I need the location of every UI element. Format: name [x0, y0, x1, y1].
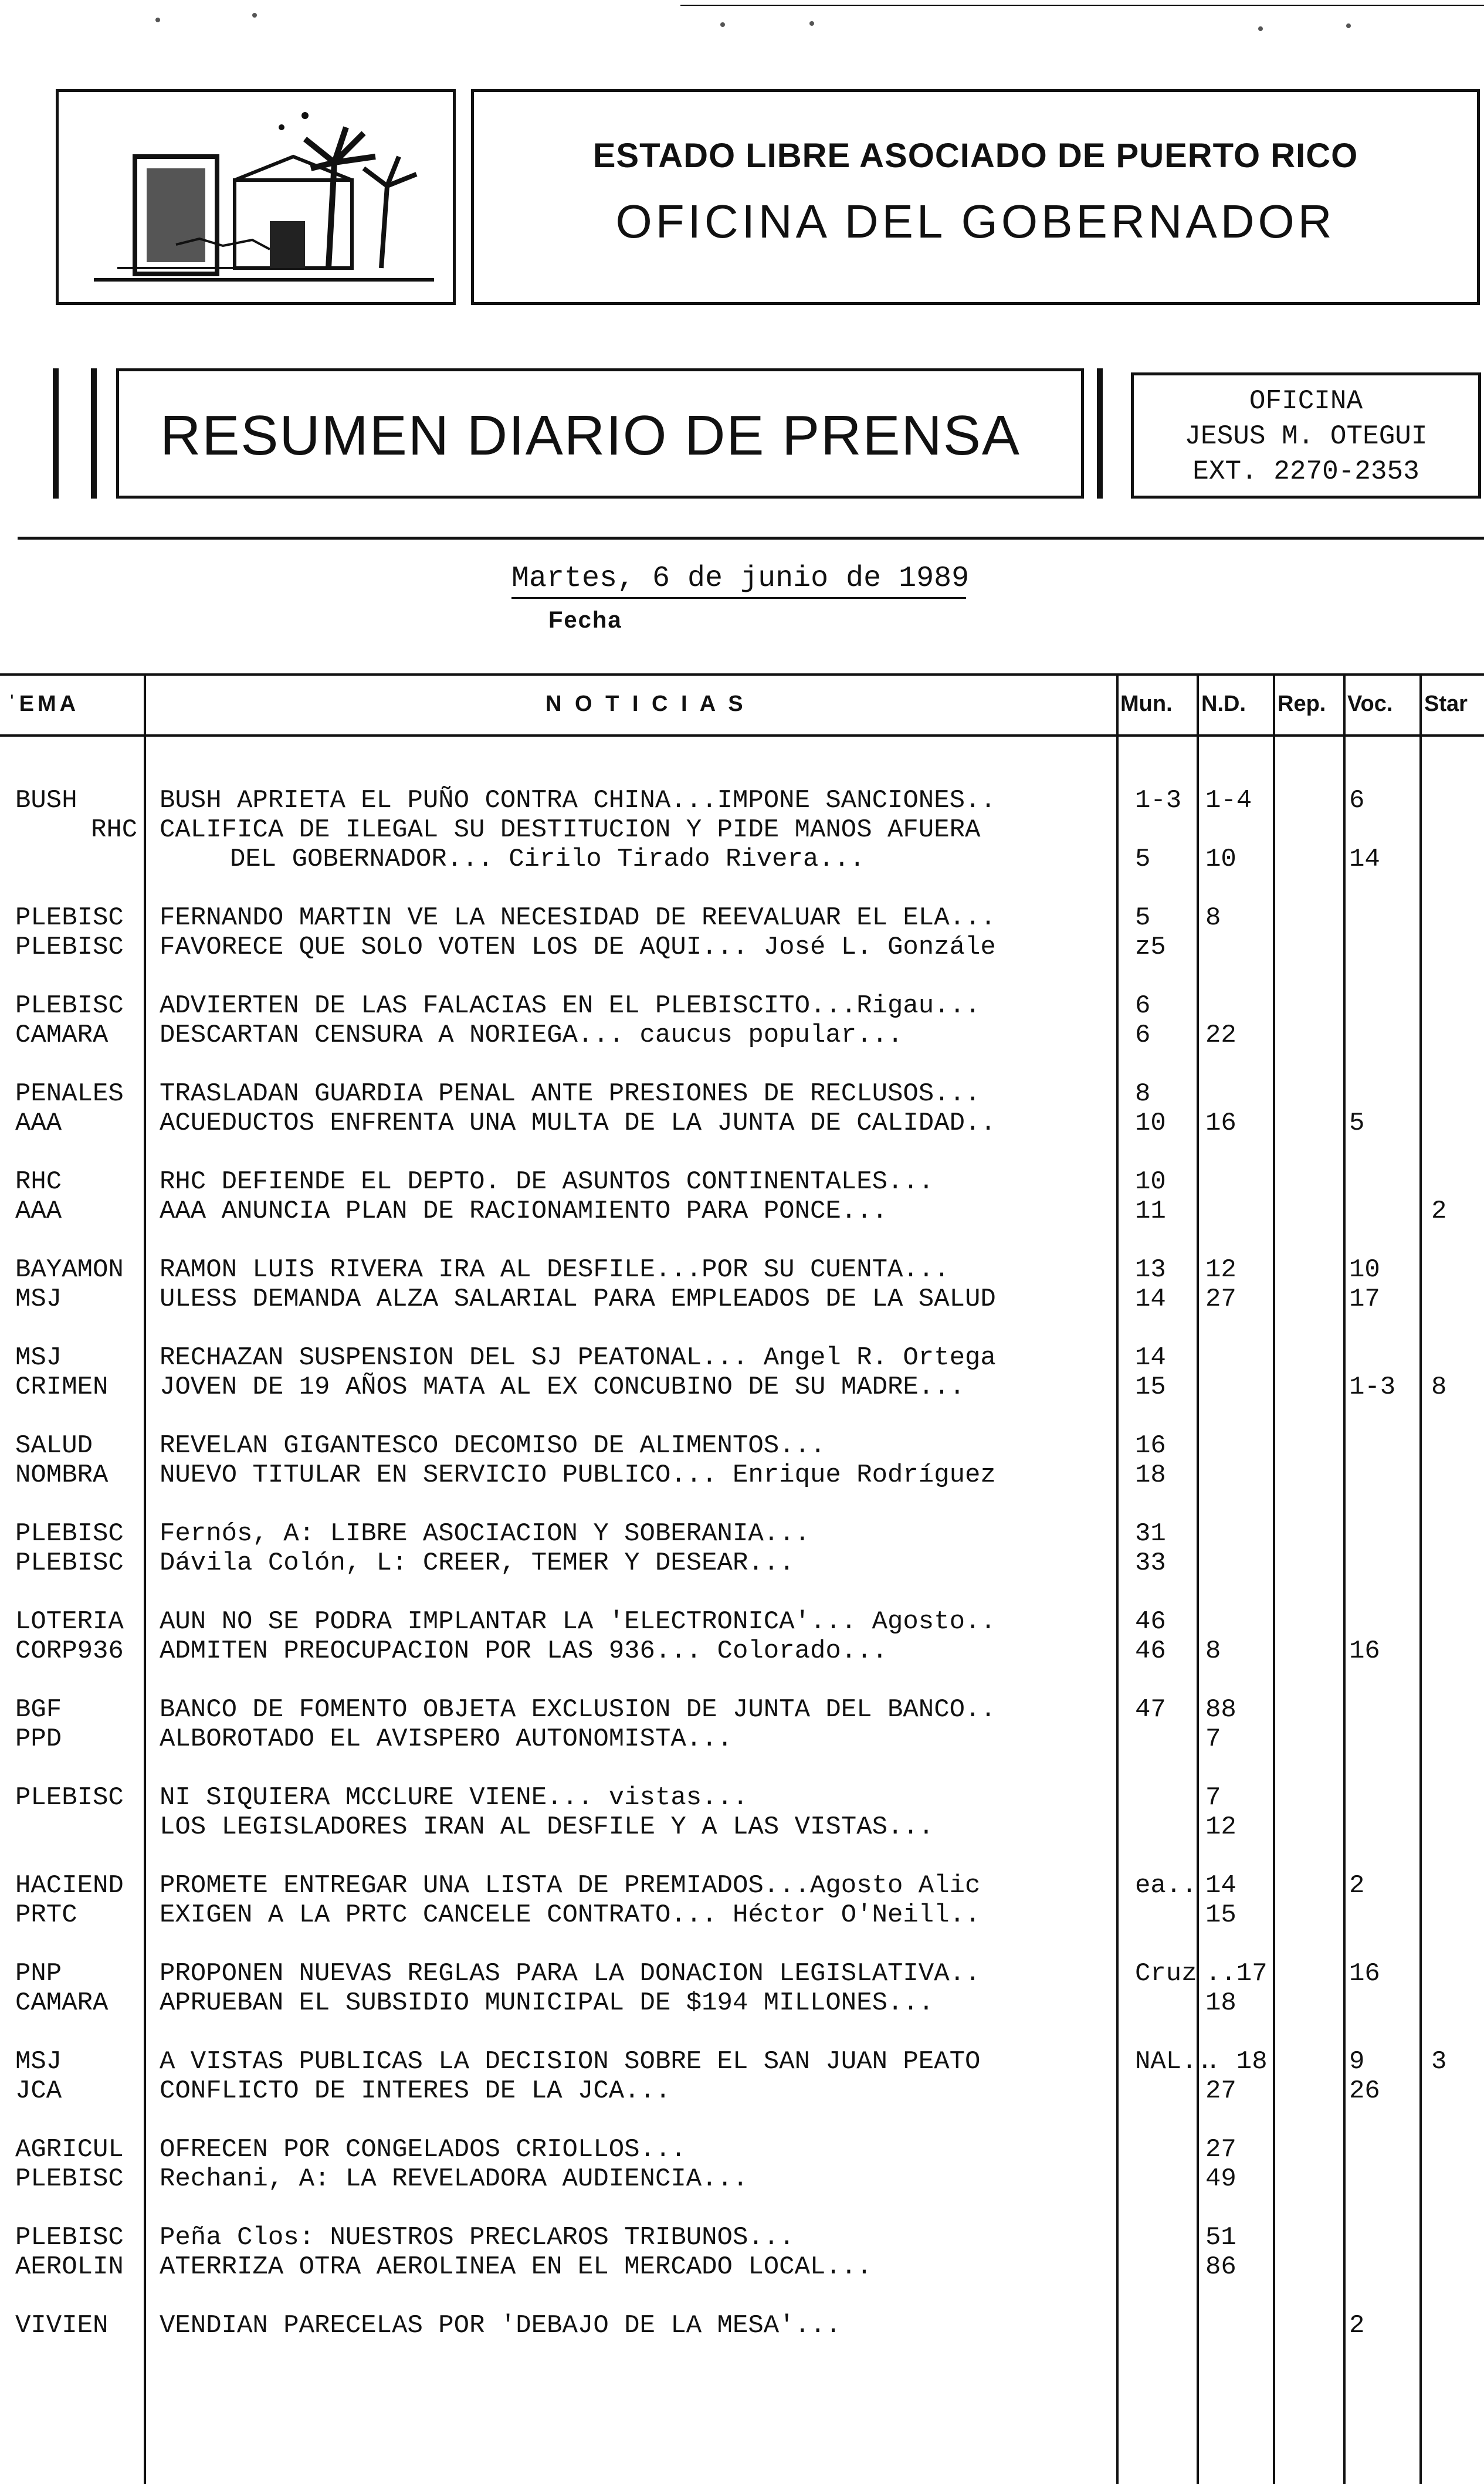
row-tema: SALUD	[15, 1431, 93, 1460]
row-voc: 5	[1349, 1109, 1365, 1138]
row-tema: BGF	[15, 1695, 62, 1724]
row-tema: AAA	[15, 1109, 62, 1138]
header-mun: Mun.	[1120, 692, 1173, 716]
row-tema: CAMARA	[15, 1988, 109, 2018]
row-mun: NAL..	[1135, 2047, 1213, 2076]
row-star: 3	[1431, 2047, 1447, 2076]
row-news: FAVORECE QUE SOLO VOTEN LOS DE AQUI... José L. Gonzále	[160, 933, 996, 962]
col-line-mun	[1116, 673, 1119, 2484]
row-mun: 5	[1135, 903, 1151, 933]
header-star: Star	[1424, 692, 1468, 716]
row-mun: 18	[1135, 1460, 1166, 1490]
header-voc: Voc.	[1347, 692, 1393, 716]
row-tema: PLEBISC	[15, 2223, 124, 2252]
row-tema: CAMARA	[15, 1021, 109, 1050]
row-nd: 88	[1205, 1695, 1236, 1724]
row-mun: z5	[1135, 933, 1166, 962]
date-underline	[511, 597, 966, 599]
row-tema: CRIMEN	[15, 1373, 109, 1402]
banner-bar-right-1	[1097, 368, 1103, 499]
banner-title-box	[116, 368, 1084, 499]
header-box	[471, 89, 1480, 305]
date-value: Martes, 6 de junio de 1989	[511, 562, 970, 595]
row-star: 2	[1431, 1197, 1447, 1226]
row-tema: PPD	[15, 1724, 62, 1754]
row-nd: 1-4	[1205, 786, 1252, 815]
row-news: FERNANDO MARTIN VE LA NECESIDAD DE REEVALUAR EL ELA...	[160, 903, 996, 933]
row-tema: RHC	[15, 1167, 62, 1197]
row-mun: 14	[1135, 1343, 1166, 1373]
row-nd: 22	[1205, 1021, 1236, 1050]
office-line-1: OFICINA	[1249, 386, 1363, 416]
row-news: ADMITEN PREOCUPACION POR LAS 936... Colorado...	[160, 1636, 888, 1666]
row-news: Dávila Colón, L: CREER, TEMER Y DESEAR...	[160, 1548, 795, 1578]
row-voc: 6	[1349, 786, 1365, 815]
row-nd: ..17	[1205, 1959, 1268, 1988]
col-line-nd	[1197, 673, 1199, 2484]
row-mun: 1-3	[1135, 786, 1182, 815]
row-mun: 11	[1135, 1197, 1166, 1226]
row-tema: RHC	[91, 815, 138, 845]
row-news: Rechani, A: LA REVELADORA AUDIENCIA...	[160, 2164, 748, 2194]
header-line2: OFICINA DEL GOBERNADOR	[615, 195, 1336, 248]
row-nd: 8	[1205, 903, 1221, 933]
header-noticias: N O T I C I A S	[546, 692, 747, 716]
row-tema: AAA	[15, 1197, 62, 1226]
row-mun: 14	[1135, 1285, 1166, 1314]
row-tema: PLEBISC	[15, 991, 124, 1021]
header-rep: Rep.	[1278, 692, 1326, 716]
row-nd: 86	[1205, 2252, 1236, 2282]
row-voc: 16	[1349, 1636, 1380, 1666]
row-news: ALBOROTADO EL AVISPERO AUTONOMISTA...	[160, 1724, 733, 1754]
row-nd: 18	[1205, 1988, 1236, 2018]
row-nd: 27	[1205, 2135, 1236, 2164]
row-news: DEL GOBERNADOR... Cirilo Tirado Rivera...	[230, 845, 865, 874]
row-tema: PLEBISC	[15, 2164, 124, 2194]
row-tema: PNP	[15, 1959, 62, 1988]
row-tema: CORP936	[15, 1636, 124, 1666]
row-news: ACUEDUCTOS ENFRENTA UNA MULTA DE LA JUNTA DE CALIDAD..	[160, 1109, 996, 1138]
row-tema: AEROLIN	[15, 2252, 124, 2282]
row-voc: 26	[1349, 2076, 1380, 2106]
row-tema: PENALES	[15, 1079, 124, 1109]
header-nd: N.D.	[1201, 692, 1246, 716]
row-nd: 12	[1205, 1812, 1236, 1842]
table-top-line	[0, 673, 1484, 676]
row-voc: 10	[1349, 1255, 1380, 1285]
row-mun: 8	[1135, 1079, 1151, 1109]
row-tema: NOMBRA	[15, 1460, 109, 1490]
row-news: OFRECEN POR CONGELADOS CRIOLLOS...	[160, 2135, 686, 2164]
row-tema: PLEBISC	[15, 1519, 124, 1548]
col-line-tema	[144, 673, 146, 2484]
row-mun: Cruz	[1135, 1959, 1197, 1988]
row-news: AAA ANUNCIA PLAN DE RACIONAMIENTO PARA PONCE...	[160, 1197, 888, 1226]
row-news: LOS LEGISLADORES IRAN AL DESFILE Y A LAS VISTAS...	[160, 1812, 934, 1842]
row-news: RAMON LUIS RIVERA IRA AL DESFILE...POR SU CUENTA...	[160, 1255, 950, 1285]
row-nd: 14	[1205, 1871, 1236, 1900]
row-news: CALIFICA DE ILEGAL SU DESTITUCION Y PIDE MANOS AFUERA	[160, 815, 981, 845]
row-news: ADVIERTEN DE LAS FALACIAS EN EL PLEBISCITO...Rigau...	[160, 991, 981, 1021]
row-news: BANCO DE FOMENTO OBJETA EXCLUSION DE JUNTA DEL BANCO..	[160, 1695, 996, 1724]
row-news: RHC DEFIENDE EL DEPTO. DE ASUNTOS CONTINENTALES...	[160, 1167, 934, 1197]
banner-bar-left-1	[53, 368, 59, 499]
row-tema: PLEBISC	[15, 1783, 124, 1812]
row-news: VENDIAN PARECELAS POR 'DEBAJO DE LA MESA'...	[160, 2311, 841, 2340]
row-mun: 6	[1135, 1021, 1151, 1050]
row-news: EXIGEN A LA PRTC CANCELE CONTRATO... Héctor O'Neill..	[160, 1900, 981, 1930]
row-news: AUN NO SE PODRA IMPLANTAR LA 'ELECTRONICA'... Agosto..	[160, 1607, 996, 1636]
row-voc: 17	[1349, 1285, 1380, 1314]
row-nd: 51	[1205, 2223, 1236, 2252]
row-nd: 49	[1205, 2164, 1236, 2194]
row-news: APRUEBAN EL SUBSIDIO MUNICIPAL DE $194 MILLONES...	[160, 1988, 934, 2018]
banner-bar-left-2	[91, 368, 97, 499]
row-mun: ea..	[1135, 1871, 1197, 1900]
row-nd: . 18	[1205, 2047, 1268, 2076]
row-tema: PLEBISC	[15, 1548, 124, 1578]
col-line-rep	[1273, 673, 1275, 2484]
row-voc: 14	[1349, 845, 1380, 874]
col-line-star	[1419, 673, 1422, 2484]
row-mun: 47	[1135, 1695, 1166, 1724]
row-news: PROMETE ENTREGAR UNA LISTA DE PREMIADOS...Agosto Alic	[160, 1871, 981, 1900]
row-voc: 1-3	[1349, 1373, 1396, 1402]
header-line1: ESTADO LIBRE ASOCIADO DE PUERTO RICO	[592, 137, 1358, 175]
row-news: Fernós, A: LIBRE ASOCIACION Y SOBERANIA...	[160, 1519, 810, 1548]
row-tema: PRTC	[15, 1900, 77, 1930]
row-news: REVELAN GIGANTESCO DECOMISO DE ALIMENTOS...	[160, 1431, 826, 1460]
row-tema: HACIEND	[15, 1871, 124, 1900]
row-news: A VISTAS PUBLICAS LA DECISION SOBRE EL SAN JUAN PEATO	[160, 2047, 981, 2076]
date-label: Fecha	[548, 607, 622, 633]
row-news: NUEVO TITULAR EN SERVICIO PUBLICO... Enrique Rodríguez	[160, 1460, 996, 1490]
logo-box	[56, 89, 456, 305]
row-tema: BUSH	[15, 786, 77, 815]
col-line-voc	[1343, 673, 1346, 2484]
row-news: RECHAZAN SUSPENSION DEL SJ PEATONAL... Angel R. Ortega	[160, 1343, 996, 1373]
row-mun: 5	[1135, 845, 1151, 874]
row-news: ATERRIZA OTRA AEROLINEA EN EL MERCADO LOCAL...	[160, 2252, 872, 2282]
separator-line	[18, 537, 1484, 540]
table-header-line	[0, 734, 1484, 737]
row-tema: PLEBISC	[15, 933, 124, 962]
office-line-3: EXT. 2270-2353	[1192, 456, 1419, 487]
row-tema: JCA	[15, 2076, 62, 2106]
office-line-2: JESUS M. OTEGUI	[1184, 421, 1428, 452]
row-news: TRASLADAN GUARDIA PENAL ANTE PRESIONES DE RECLUSOS...	[160, 1079, 981, 1109]
row-mun: 6	[1135, 991, 1151, 1021]
row-mun: 31	[1135, 1519, 1166, 1548]
banner-title: RESUMEN DIARIO DE PRENSA	[160, 404, 1021, 467]
header-tema: ˈEMA	[8, 692, 80, 716]
row-nd: 15	[1205, 1900, 1236, 1930]
row-mun: 16	[1135, 1431, 1166, 1460]
row-mun: 33	[1135, 1548, 1166, 1578]
row-tema: MSJ	[15, 1343, 62, 1373]
row-news: JOVEN DE 19 AÑOS MATA AL EX CONCUBINO DE SU MADRE...	[160, 1373, 965, 1402]
row-tema: PLEBISC	[15, 903, 124, 933]
row-tema: MSJ	[15, 2047, 62, 2076]
row-news: CONFLICTO DE INTERES DE LA JCA...	[160, 2076, 671, 2106]
row-nd: 10	[1205, 845, 1236, 874]
row-tema: MSJ	[15, 1285, 62, 1314]
row-nd: 27	[1205, 1285, 1236, 1314]
row-news: Peña Clos: NUESTROS PRECLAROS TRIBUNOS...	[160, 2223, 795, 2252]
row-news: PROPONEN NUEVAS REGLAS PARA LA DONACION LEGISLATIVA..	[160, 1959, 981, 1988]
row-mun: 10	[1135, 1109, 1166, 1138]
row-nd: 7	[1205, 1783, 1221, 1812]
row-tema: VIVIEN	[15, 2311, 109, 2340]
fortaleza-illustration	[59, 92, 453, 302]
row-tema: LOTERIA	[15, 1607, 124, 1636]
row-mun: 15	[1135, 1373, 1166, 1402]
row-mun: 46	[1135, 1636, 1166, 1666]
row-nd: 8	[1205, 1636, 1221, 1666]
row-voc: 9	[1349, 2047, 1365, 2076]
row-mun: 13	[1135, 1255, 1166, 1285]
row-voc: 16	[1349, 1959, 1380, 1988]
row-star: 8	[1431, 1373, 1447, 1402]
row-news: ULESS DEMANDA ALZA SALARIAL PARA EMPLEADOS DE LA SALUD	[160, 1285, 996, 1314]
row-news: BUSH APRIETA EL PUÑO CONTRA CHINA...IMPONE SANCIONES..	[160, 786, 996, 815]
row-news: NI SIQUIERA MCCLURE VIENE... vistas...	[160, 1783, 748, 1812]
row-nd: 27	[1205, 2076, 1236, 2106]
row-voc: 2	[1349, 2311, 1365, 2340]
row-mun: 46	[1135, 1607, 1166, 1636]
office-box	[1131, 372, 1481, 499]
row-news: DESCARTAN CENSURA A NORIEGA... caucus popular...	[160, 1021, 903, 1050]
row-tema: AGRICUL	[15, 2135, 124, 2164]
row-nd: 16	[1205, 1109, 1236, 1138]
row-nd: 7	[1205, 1724, 1221, 1754]
row-nd: 12	[1205, 1255, 1236, 1285]
row-voc: 2	[1349, 1871, 1365, 1900]
row-mun: 10	[1135, 1167, 1166, 1197]
row-tema: BAYAMON	[15, 1255, 124, 1285]
